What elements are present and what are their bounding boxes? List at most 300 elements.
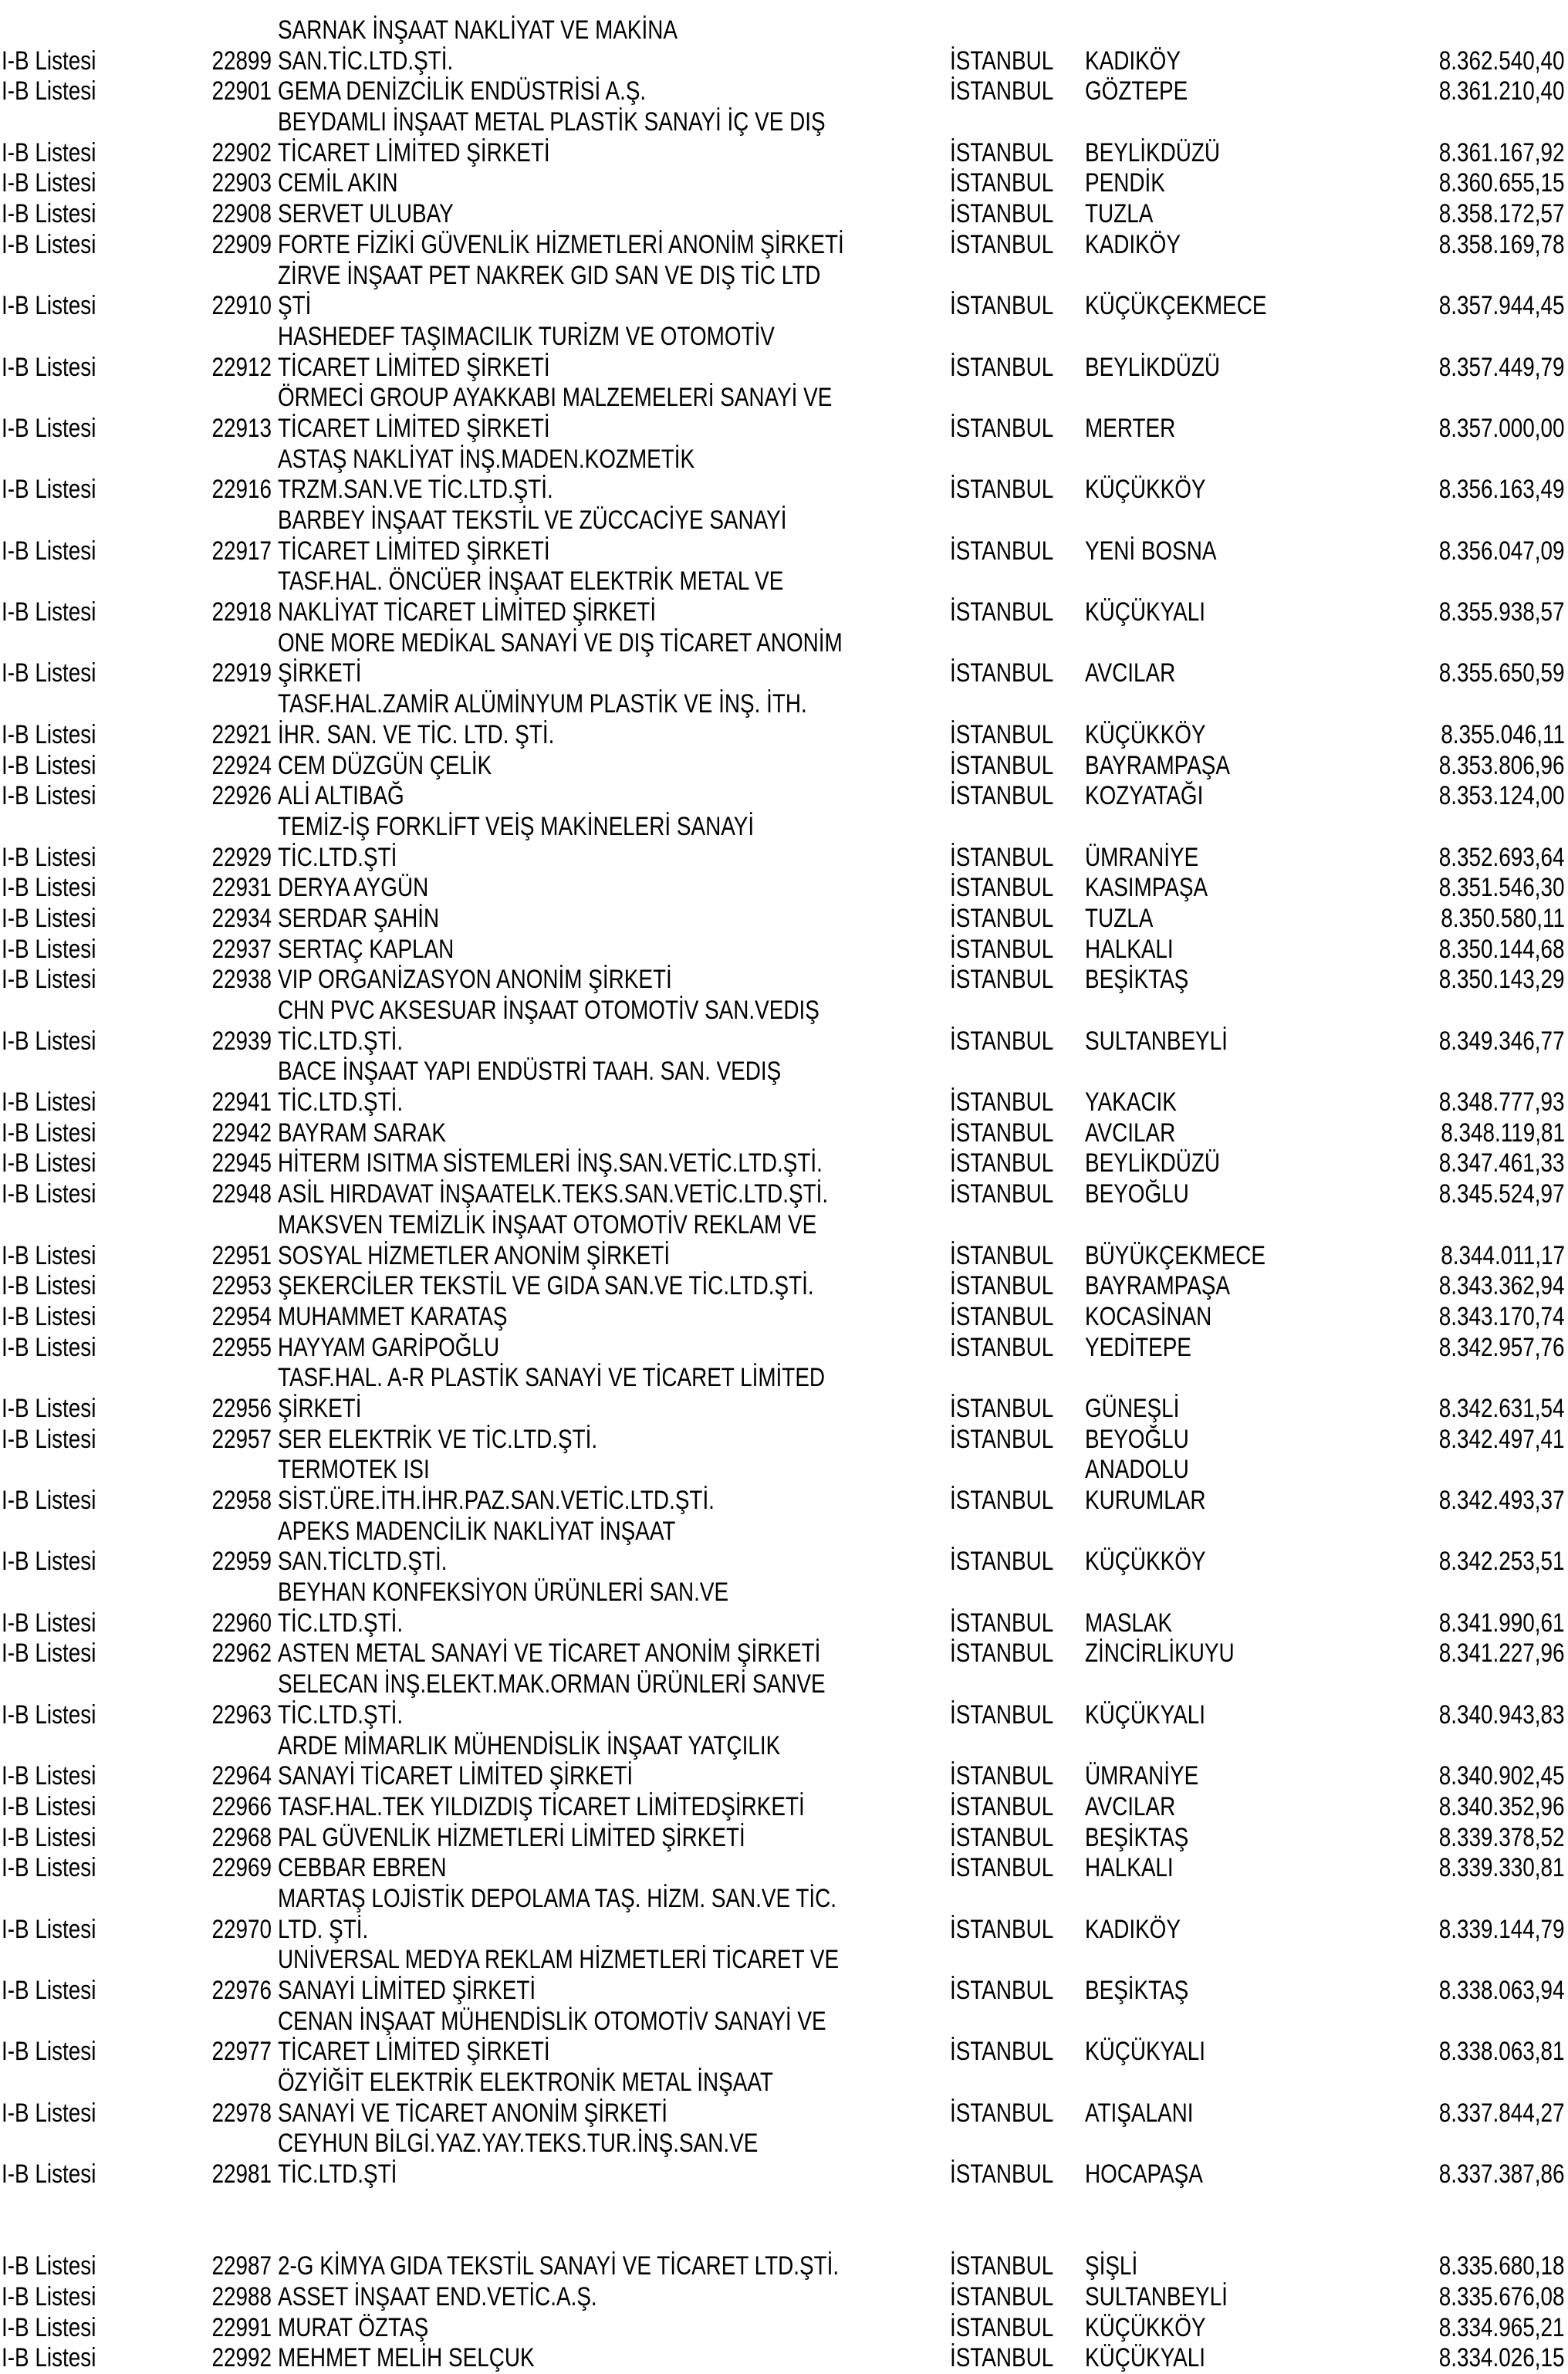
- district-cell: MASLAK: [1085, 1608, 1173, 1638]
- sequence-no-cell: 22988: [211, 2281, 272, 2311]
- list-type-cell: I-B Listesi: [2, 413, 96, 443]
- sequence-no-cell: [204, 812, 272, 843]
- table-row: [0, 414, 1568, 445]
- table-row: [0, 1700, 1568, 1731]
- company-name-cell: TERMOTEK ISI: [278, 1455, 430, 1485]
- district-cell: KÜÇÜKKÖY: [1085, 1547, 1206, 1577]
- city-cell: İSTANBUL: [950, 475, 1054, 505]
- company-name-cell: SARNAK İNŞAAT NAKLİYAT VE MAKİNA: [278, 15, 678, 45]
- table-row-continuation: [0, 322, 1568, 353]
- district-cell: BAYRAMPAŞA: [1085, 750, 1230, 780]
- amount-cell: 8.341.990,61: [1439, 1608, 1565, 1638]
- table-row-continuation: [0, 107, 1568, 138]
- list-type-cell: I-B Listesi: [2, 750, 96, 780]
- list-type-cell: I-B Listesi: [2, 2159, 96, 2190]
- sequence-no-cell: 22976: [211, 1976, 272, 2005]
- company-name-cell: ŞİRKETİ: [278, 1393, 362, 1423]
- table-row: [0, 1271, 1568, 1302]
- company-name-cell: ŞTİ: [278, 291, 312, 321]
- district-cell: KÜÇÜKÇEKMECE: [1085, 291, 1267, 321]
- district-cell: SULTANBEYLİ: [1085, 2281, 1228, 2311]
- list-type-cell: I-B Listesi: [2, 1424, 96, 1454]
- city-cell: İSTANBUL: [950, 1608, 1054, 1638]
- city-cell: İSTANBUL: [950, 2037, 1054, 2067]
- city-cell: İSTANBUL: [950, 1240, 1054, 1270]
- company-name-cell: TRZM.SAN.VE TİC.LTD.ŞTİ.: [278, 475, 553, 505]
- table-row: [0, 1425, 1568, 1456]
- company-name-cell: TİCARET LİMİTED ŞİRKETİ: [278, 413, 550, 443]
- table-row: [0, 168, 1568, 199]
- city-cell: İSTANBUL: [950, 842, 1054, 872]
- company-name-cell: 2-G KİMYA GIDA TEKSTİL SANAYİ VE TİCARET LTD.ŞTİ.: [278, 2251, 840, 2281]
- district-cell: KASIMPAŞA: [1085, 873, 1208, 903]
- list-type-cell: I-B Listesi: [2, 291, 96, 321]
- city-cell: İSTANBUL: [950, 168, 1054, 198]
- company-name-cell: TİCARET LİMİTED ŞİRKETİ: [278, 536, 550, 566]
- sequence-no-cell: 22941: [211, 1087, 272, 1118]
- amount-cell: 8.348.777,93: [1439, 1087, 1565, 1118]
- amount-cell: 8.349.346,77: [1439, 1026, 1565, 1056]
- amount-cell: 8.340.943,83: [1439, 1699, 1565, 1730]
- district-cell: YAKACIK: [1085, 1087, 1177, 1118]
- city-cell: İSTANBUL: [950, 1271, 1054, 1301]
- city-cell: İSTANBUL: [950, 1822, 1054, 1852]
- table-row: [0, 873, 1568, 904]
- district-cell: KÜÇÜKYALI: [1085, 1699, 1205, 1730]
- table-row: [0, 2037, 1568, 2068]
- list-type-cell: I-B Listesi: [2, 352, 96, 382]
- sequence-no-cell: 22968: [211, 1822, 272, 1852]
- amount-cell: 8.341.227,96: [1439, 1638, 1565, 1669]
- company-name-cell: ŞEKERCİLER TEKSTİL VE GIDA SAN.VE TİC.LTD.ŞTİ.: [278, 1271, 814, 1301]
- list-type-cell: I-B Listesi: [2, 1271, 96, 1301]
- table-row: [0, 2282, 1568, 2313]
- table-row: [0, 843, 1568, 874]
- city-cell: İSTANBUL: [950, 719, 1054, 749]
- table-row-continuation: [0, 261, 1568, 292]
- amount-cell: 8.337.844,27: [1439, 2098, 1565, 2128]
- district-cell: ANADOLU: [1085, 1455, 1189, 1485]
- table-row: [0, 658, 1568, 689]
- company-name-cell: TİC.LTD.ŞTİ.: [278, 1699, 404, 1730]
- district-cell: HALKALI: [1085, 1853, 1174, 1883]
- company-name-cell: ALİ ALTIBAĞ: [278, 781, 404, 811]
- company-name-cell: SANAYİ LİMİTED ŞİRKETİ: [278, 1976, 536, 2005]
- city-cell: İSTANBUL: [950, 1393, 1054, 1423]
- amount-cell: 8.340.352,96: [1439, 1791, 1565, 1821]
- table-row: [0, 353, 1568, 384]
- amount-cell: 8.335.680,18: [1439, 2251, 1565, 2281]
- sequence-no-cell: 22924: [211, 750, 272, 780]
- list-type-cell: I-B Listesi: [2, 1638, 96, 1669]
- city-cell: İSTANBUL: [950, 1087, 1054, 1118]
- city-cell: İSTANBUL: [950, 1179, 1054, 1209]
- city-cell: İSTANBUL: [950, 1699, 1054, 1730]
- sequence-no-cell: [204, 1731, 272, 1762]
- list-type-cell: I-B Listesi: [2, 1822, 96, 1852]
- company-name-cell: SAN.TİC.LTD.ŞTİ.: [278, 46, 454, 76]
- district-cell: BEŞİKTAŞ: [1085, 1976, 1189, 2005]
- amount-cell: 8.342.957,76: [1439, 1332, 1565, 1362]
- district-cell: GÜNEŞLİ: [1085, 1393, 1180, 1423]
- city-cell: İSTANBUL: [950, 2343, 1054, 2373]
- company-name-cell: ÖRMECİ GROUP AYAKKABI MALZEMELERİ SANAYİ VE: [278, 383, 833, 413]
- district-cell: BAYRAMPAŞA: [1085, 1271, 1230, 1301]
- city-cell: İSTANBUL: [950, 2098, 1054, 2128]
- sequence-no-cell: [204, 506, 272, 536]
- city-cell: İSTANBUL: [950, 1976, 1054, 2005]
- district-cell: ÜMRANİYE: [1085, 1761, 1199, 1791]
- list-type-cell: I-B Listesi: [2, 229, 96, 259]
- amount-cell: 8.361.167,92: [1439, 137, 1565, 167]
- table-row-continuation: [0, 1578, 1568, 1608]
- city-cell: İSTANBUL: [950, 1761, 1054, 1791]
- table-row: [0, 2098, 1568, 2129]
- company-name-cell: ZİRVE İNŞAAT PET NAKREK GID SAN VE DIŞ TİC LTD: [278, 260, 821, 290]
- company-name-cell: SANAYİ TİCARET LİMİTED ŞİRKETİ: [278, 1761, 634, 1791]
- amount-cell: 8.357.944,45: [1439, 291, 1565, 321]
- sequence-no-cell: 22913: [211, 413, 272, 443]
- sequence-no-cell: 22909: [211, 229, 272, 259]
- district-cell: TUZLA: [1085, 199, 1154, 229]
- company-name-cell: SERTAÇ KAPLAN: [278, 934, 455, 964]
- city-cell: İSTANBUL: [950, 1638, 1054, 1669]
- company-name-cell: ONE MORE MEDİKAL SANAYİ VE DIŞ TİCARET ANONİM: [278, 627, 843, 658]
- table-row: [0, 1547, 1568, 1578]
- district-cell: KADIKÖY: [1085, 1914, 1181, 1944]
- company-name-cell: SAN.TİCLTD.ŞTİ.: [278, 1547, 448, 1577]
- list-type-cell: I-B Listesi: [2, 1976, 96, 2005]
- amount-cell: 8.352.693,64: [1439, 842, 1565, 872]
- table-row: [0, 1241, 1568, 1272]
- sequence-no-cell: [204, 2007, 272, 2038]
- sequence-no-cell: [204, 1884, 272, 1915]
- sequence-no-cell: [204, 2068, 272, 2098]
- list-type-cell: I-B Listesi: [2, 903, 96, 933]
- district-cell: YENİ BOSNA: [1085, 536, 1217, 566]
- company-name-cell: TİC.LTD.ŞTİ.: [278, 1608, 404, 1638]
- sequence-no-cell: [204, 2190, 272, 2221]
- amount-cell: 8.356.163,49: [1439, 475, 1565, 505]
- sequence-no-cell: 22953: [211, 1271, 272, 1301]
- amount-cell: 8.343.362,94: [1439, 1271, 1565, 1301]
- sequence-no-cell: 22934: [211, 903, 272, 933]
- district-cell: AVCILAR: [1085, 1791, 1176, 1821]
- sequence-no-cell: 22969: [211, 1853, 272, 1883]
- table-row: [0, 138, 1568, 169]
- sequence-no-cell: 22929: [211, 842, 272, 872]
- table-row: [0, 1608, 1568, 1639]
- table-row-continuation: [0, 15, 1568, 46]
- company-name-cell: TİCARET LİMİTED ŞİRKETİ: [278, 137, 550, 167]
- district-cell: KURUMLAR: [1085, 1486, 1206, 1515]
- sequence-no-cell: [204, 1210, 272, 1241]
- district-cell: KÜÇÜKYALI: [1085, 2343, 1205, 2373]
- table-row: [0, 1486, 1568, 1517]
- sequence-no-cell: [204, 1455, 272, 1486]
- city-cell: İSTANBUL: [950, 781, 1054, 811]
- table-row: [0, 1333, 1568, 1364]
- list-type-cell: I-B Listesi: [2, 781, 96, 811]
- company-name-cell: CEYHUN BİLGİ.YAZ.YAY.TEKS.TUR.İNŞ.SAN.VE: [278, 2129, 759, 2159]
- district-cell: KADIKÖY: [1085, 46, 1181, 76]
- sequence-no-cell: 22957: [211, 1424, 272, 1454]
- table-row: [0, 751, 1568, 782]
- company-name-cell: FORTE FİZİKİ GÜVENLİK HİZMETLERİ ANONİM ŞİRKETİ: [278, 229, 844, 259]
- company-name-cell: CEM DÜZGÜN ÇELİK: [278, 750, 492, 780]
- company-name-cell: UNİVERSAL MEDYA REKLAM HİZMETLERİ TİCARET VE: [278, 1945, 840, 1975]
- list-type-cell: I-B Listesi: [2, 719, 96, 749]
- list-type-cell: I-B Listesi: [2, 1791, 96, 1821]
- sequence-no-cell: 22963: [211, 1699, 272, 1730]
- table-row: [0, 1761, 1568, 1792]
- company-name-cell: NAKLİYAT TİCARET LİMİTED ŞİRKETİ: [278, 597, 657, 627]
- sequence-no-cell: [204, 689, 272, 720]
- sequence-no-cell: 22917: [211, 536, 272, 566]
- list-type-cell: I-B Listesi: [2, 1118, 96, 1148]
- company-name-cell: MARTAŞ LOJİSTİK DEPOLAMA TAŞ. HİZM. SAN.VE TİC.: [278, 1883, 837, 1913]
- table-row-continuation: [0, 2129, 1568, 2159]
- sequence-no-cell: [204, 322, 272, 353]
- sequence-no-cell: 22912: [211, 352, 272, 382]
- list-type-cell: I-B Listesi: [2, 597, 96, 627]
- company-name-cell: ÖZYİĞİT ELEKTRİK ELEKTRONİK METAL İNŞAAT: [278, 2068, 773, 2098]
- table-row: [0, 1792, 1568, 1823]
- company-name-cell: ŞİRKETİ: [278, 658, 362, 688]
- company-name-cell: BAYRAM SARAK: [278, 1118, 446, 1148]
- sequence-no-cell: 22951: [211, 1240, 272, 1270]
- list-type-cell: I-B Listesi: [2, 168, 96, 198]
- amount-cell: 8.347.461,33: [1439, 1148, 1565, 1179]
- table-row-continuation: [0, 689, 1568, 720]
- table-row-continuation: [0, 1210, 1568, 1241]
- sequence-no-cell: 22942: [211, 1118, 272, 1148]
- amount-cell: 8.351.546,30: [1439, 873, 1565, 903]
- amount-cell: 8.350.143,29: [1439, 965, 1565, 995]
- table-row: [0, 2313, 1568, 2344]
- list-type-cell: I-B Listesi: [2, 1026, 96, 1056]
- sequence-no-cell: 22916: [211, 475, 272, 505]
- sequence-no-cell: 22977: [211, 2037, 272, 2067]
- sequence-no-cell: [204, 1578, 272, 1608]
- sequence-no-cell: 22899: [211, 46, 272, 76]
- list-type-cell: I-B Listesi: [2, 1301, 96, 1331]
- list-type-cell: I-B Listesi: [2, 2251, 96, 2281]
- list-type-cell: I-B Listesi: [2, 842, 96, 872]
- company-name-cell: İHR. SAN. VE TİC. LTD. ŞTİ.: [278, 719, 555, 749]
- amount-cell: 8.357.000,00: [1439, 413, 1565, 443]
- district-cell: PENDİK: [1085, 168, 1165, 198]
- sequence-no-cell: [204, 1669, 272, 1700]
- city-cell: İSTANBUL: [950, 2281, 1054, 2311]
- amount-cell: 8.355.938,57: [1439, 597, 1565, 627]
- district-cell: AVCILAR: [1085, 658, 1176, 688]
- list-type-cell: I-B Listesi: [2, 2037, 96, 2067]
- company-name-cell: SELECAN İNŞ.ELEKT.MAK.ORMAN ÜRÜNLERİ SANVE: [278, 1669, 826, 1699]
- district-cell: BEYLİKDÜZÜ: [1085, 137, 1221, 167]
- city-cell: İSTANBUL: [950, 352, 1054, 382]
- list-type-cell: I-B Listesi: [2, 1148, 96, 1179]
- company-name-cell: CEBBAR EBREN: [278, 1853, 447, 1883]
- sequence-no-cell: 22956: [211, 1393, 272, 1423]
- company-name-cell: TİC.LTD.ŞTİ: [278, 842, 397, 872]
- company-name-cell: BACE İNŞAAT YAPI ENDÜSTRİ TAAH. SAN. VEDIŞ: [278, 1057, 782, 1087]
- city-cell: İSTANBUL: [950, 1853, 1054, 1883]
- city-cell: İSTANBUL: [950, 1791, 1054, 1821]
- company-name-cell: CENAN İNŞAAT MÜHENDİSLİK OTOMOTİV SANAYİ VE: [278, 2006, 826, 2036]
- table-row: [0, 1179, 1568, 1210]
- amount-cell: 8.338.063,81: [1439, 2037, 1565, 2067]
- company-name-cell: SANAYİ VE TİCARET ANONİM ŞİRKETİ: [278, 2098, 668, 2128]
- sequence-no-cell: 22903: [211, 168, 272, 198]
- amount-cell: 8.334.026,15: [1439, 2343, 1565, 2373]
- district-cell: KÜÇÜKKÖY: [1085, 2312, 1206, 2342]
- city-cell: İSTANBUL: [950, 597, 1054, 627]
- company-name-cell: TİC.LTD.ŞTİ.: [278, 1026, 404, 1056]
- table-row-continuation: [0, 566, 1568, 597]
- list-type-cell: I-B Listesi: [2, 934, 96, 964]
- district-cell: ÜMRANİYE: [1085, 842, 1199, 872]
- sequence-no-cell: [204, 15, 272, 46]
- sequence-no-cell: [204, 383, 272, 414]
- district-cell: KÜÇÜKYALI: [1085, 2037, 1205, 2067]
- list-type-cell: I-B Listesi: [2, 1179, 96, 1209]
- district-cell: HOCAPAŞA: [1085, 2159, 1203, 2190]
- debtor-table: [0, 15, 1568, 2374]
- company-name-cell: TİC.LTD.ŞTİ: [278, 2159, 397, 2190]
- district-cell: SULTANBEYLİ: [1085, 1026, 1228, 1056]
- sequence-no-cell: [204, 261, 272, 292]
- company-name-cell: ASTAŞ NAKLİYAT İNŞ.MADEN.KOZMETİK: [278, 444, 695, 474]
- district-cell: KADIKÖY: [1085, 229, 1181, 259]
- amount-cell: 8.358.172,57: [1439, 199, 1565, 229]
- district-cell: KÜÇÜKKÖY: [1085, 475, 1206, 505]
- city-cell: İSTANBUL: [950, 413, 1054, 443]
- sequence-no-cell: 22902: [211, 137, 272, 167]
- table-row-blank: [0, 2221, 1568, 2252]
- city-cell: İSTANBUL: [950, 1486, 1054, 1515]
- company-name-cell: LTD. ŞTİ.: [278, 1914, 369, 1944]
- table-row-continuation: [0, 1517, 1568, 1547]
- sequence-no-cell: 22978: [211, 2098, 272, 2128]
- company-name-cell: HİTERM ISITMA SİSTEMLERİ İNŞ.SAN.VETİC.LTD.ŞTİ.: [278, 1148, 823, 1179]
- sequence-no-cell: [204, 2129, 272, 2159]
- company-name-cell: TEMİZ-İŞ FORKLİFT VEİŞ MAKİNELERİ SANAYİ: [278, 811, 755, 841]
- company-name-cell: TASF.HAL. ÖNCÜER İNŞAAT ELEKTRİK METAL VE: [278, 566, 784, 597]
- sequence-no-cell: 22970: [211, 1914, 272, 1944]
- company-name-cell: ASTEN METAL SANAYİ VE TİCARET ANONİM ŞİRKETİ: [278, 1638, 821, 1669]
- district-cell: KOZYATAĞI: [1085, 781, 1204, 811]
- list-type-cell: I-B Listesi: [2, 1608, 96, 1638]
- sequence-no-cell: 22987: [211, 2251, 272, 2281]
- amount-cell: 8.355.046,11: [1441, 719, 1565, 749]
- amount-cell: 8.335.676,08: [1439, 2281, 1565, 2311]
- amount-cell: 8.340.902,45: [1439, 1761, 1565, 1791]
- city-cell: İSTANBUL: [950, 2159, 1054, 2190]
- district-cell: BEŞİKTAŞ: [1085, 1822, 1189, 1852]
- district-cell: BEYLİKDÜZÜ: [1085, 1148, 1221, 1179]
- district-cell: BEŞİKTAŞ: [1085, 965, 1189, 995]
- sequence-no-cell: 22966: [211, 1791, 272, 1821]
- city-cell: İSTANBUL: [950, 1026, 1054, 1056]
- company-name-cell: BEYDAMLI İNŞAAT METAL PLASTİK SANAYİ İÇ VE DIŞ: [278, 107, 826, 137]
- amount-cell: 8.339.144,79: [1439, 1914, 1565, 1944]
- table-row: [0, 1118, 1568, 1149]
- city-cell: İSTANBUL: [950, 903, 1054, 933]
- amount-cell: 8.337.387,86: [1439, 2159, 1565, 2190]
- sequence-no-cell: [204, 566, 272, 597]
- city-cell: İSTANBUL: [950, 1914, 1054, 1944]
- district-cell: YEDİTEPE: [1085, 1332, 1191, 1362]
- district-cell: KOCASİNAN: [1085, 1301, 1212, 1331]
- sequence-no-cell: [204, 2221, 272, 2252]
- city-cell: İSTANBUL: [950, 536, 1054, 566]
- table-row: [0, 781, 1568, 812]
- sequence-no-cell: 22926: [211, 781, 272, 811]
- company-name-cell: HAYYAM GARİPOĞLU: [278, 1332, 500, 1362]
- list-type-cell: I-B Listesi: [2, 965, 96, 995]
- company-name-cell: GEMA DENİZCİLİK ENDÜSTRİSİ A.Ş.: [278, 76, 647, 107]
- list-type-cell: I-B Listesi: [2, 1332, 96, 1362]
- amount-cell: 8.350.144,68: [1439, 934, 1565, 964]
- district-cell: TUZLA: [1085, 903, 1154, 933]
- sequence-no-cell: [204, 1945, 272, 1976]
- list-type-cell: I-B Listesi: [2, 2098, 96, 2128]
- district-cell: GÖZTEPE: [1085, 76, 1188, 107]
- amount-cell: 8.342.631,54: [1439, 1393, 1565, 1423]
- sequence-no-cell: 22981: [211, 2159, 272, 2190]
- list-type-cell: I-B Listesi: [2, 1699, 96, 1730]
- city-cell: İSTANBUL: [950, 291, 1054, 321]
- table-row-continuation: [0, 2007, 1568, 2038]
- amount-cell: 8.339.330,81: [1439, 1853, 1565, 1883]
- table-row: [0, 199, 1568, 230]
- company-name-cell: APEKS MADENCİLİK NAKLİYAT İNŞAAT: [278, 1516, 676, 1546]
- sequence-no-cell: [204, 1517, 272, 1547]
- table-row: [0, 720, 1568, 751]
- table-row: [0, 76, 1568, 107]
- list-type-cell: I-B Listesi: [2, 1914, 96, 1944]
- city-cell: İSTANBUL: [950, 934, 1054, 964]
- city-cell: İSTANBUL: [950, 2251, 1054, 2281]
- sequence-no-cell: 22919: [211, 658, 272, 688]
- district-cell: HALKALI: [1085, 934, 1174, 964]
- city-cell: İSTANBUL: [950, 229, 1054, 259]
- city-cell: İSTANBUL: [950, 750, 1054, 780]
- company-name-cell: MUHAMMET KARATAŞ: [278, 1301, 508, 1331]
- district-cell: BEYOĞLU: [1085, 1179, 1189, 1209]
- district-cell: ŞİŞLİ: [1085, 2251, 1138, 2281]
- district-cell: KÜÇÜKKÖY: [1085, 719, 1206, 749]
- amount-cell: 8.342.493,37: [1439, 1486, 1565, 1515]
- district-cell: ZİNCİRLİKUYU: [1085, 1638, 1235, 1669]
- table-row-continuation: [0, 445, 1568, 475]
- list-type-cell: I-B Listesi: [2, 1393, 96, 1423]
- sequence-no-cell: 22954: [211, 1301, 272, 1331]
- table-row: [0, 597, 1568, 628]
- city-cell: İSTANBUL: [950, 658, 1054, 688]
- company-name-cell: TASF.HAL. A-R PLASTİK SANAYİ VE TİCARET LİMİTED: [278, 1363, 826, 1393]
- district-cell: BÜYÜKÇEKMECE: [1085, 1240, 1266, 1270]
- amount-cell: 8.355.650,59: [1439, 658, 1565, 688]
- table-row-continuation: [0, 996, 1568, 1026]
- table-row-continuation: [0, 1669, 1568, 1700]
- list-type-cell: I-B Listesi: [2, 1761, 96, 1791]
- list-type-cell: I-B Listesi: [2, 2343, 96, 2373]
- sequence-no-cell: 22962: [211, 1638, 272, 1669]
- amount-cell: 8.339.378,52: [1439, 1822, 1565, 1852]
- sequence-no-cell: 22958: [211, 1486, 272, 1515]
